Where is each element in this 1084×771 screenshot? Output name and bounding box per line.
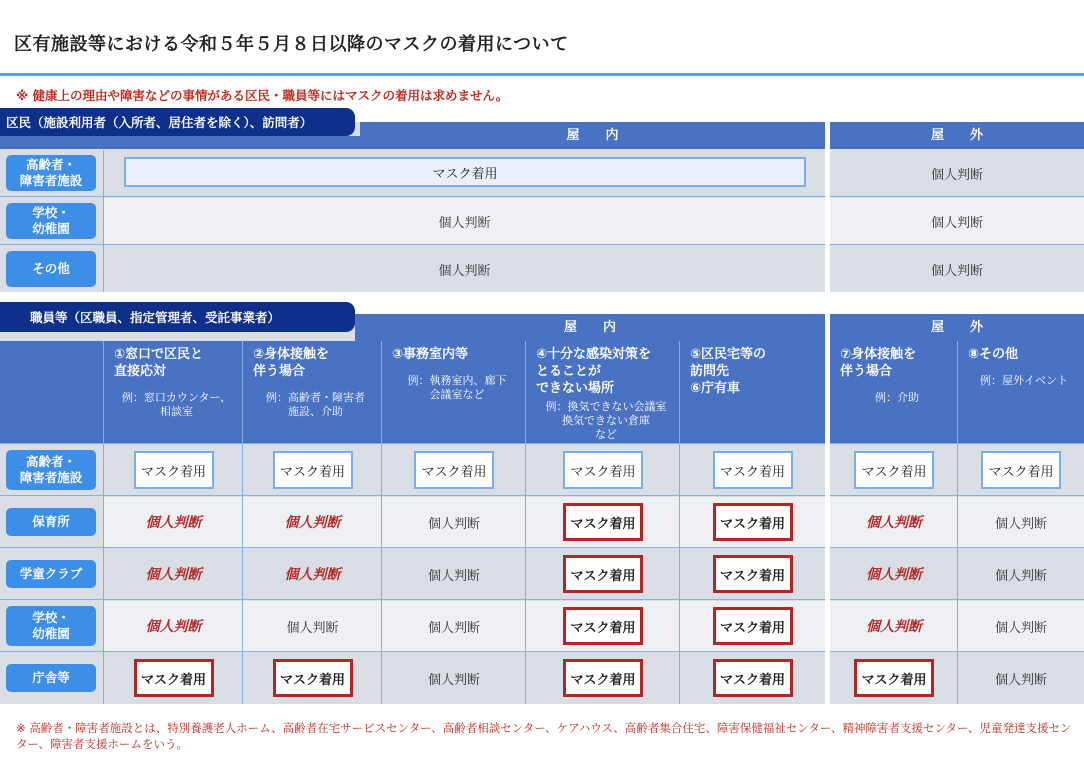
section2-value: 個人判断	[994, 620, 1047, 636]
section2-col-head	[958, 341, 1084, 443]
section1-indoor-header-left	[0, 136, 360, 149]
section2-col-example: 例：窓口カウンター、 相談室	[121, 390, 232, 419]
section2-mask-box: マスク着用	[563, 659, 643, 697]
section2-col-divider	[525, 341, 526, 704]
section2-mask-box: マスク着用	[134, 659, 214, 697]
section2-value: 個人判断	[284, 567, 341, 583]
section1-row-label: その他	[6, 251, 96, 287]
section2-outdoor-header: 屋 外	[830, 314, 1084, 341]
top-note: ※ 健康上の理由や障害などの事情がある区民・職員等にはマスクの着用は求めません。	[16, 88, 509, 103]
section2-row-label: 学童クラブ	[6, 560, 96, 588]
section1-outdoor-header: 屋 外	[830, 122, 1084, 149]
section2-mask-box: マスク着用	[981, 451, 1061, 489]
section2-mask-box: マスク着用	[713, 451, 793, 489]
section2-col-divider	[957, 341, 958, 704]
section2-value: 個人判断	[427, 516, 480, 532]
section2-row-label: 高齢者・ 障害者施設	[6, 450, 96, 490]
section2-col-head	[830, 341, 958, 443]
section2-row-divider	[0, 495, 825, 496]
section2-col-head	[680, 341, 825, 443]
section1-row-label: 高齢者・ 障害者施設	[6, 155, 96, 191]
section2-row-label: 保育所	[6, 508, 96, 536]
section2-value: 個人判断	[866, 515, 922, 531]
section2-value: 個人判断	[145, 515, 202, 531]
section2-value: 個人判断	[286, 620, 339, 636]
section2-col-example: 例：換気できない会議室 換気できない倉庫 など	[545, 399, 667, 442]
section2-mask-box: マスク着用	[563, 503, 643, 541]
section2-mask-box: マスク着用	[854, 659, 934, 697]
section2-col-head	[104, 341, 243, 443]
section2-mask-box: マスク着用	[563, 555, 643, 593]
page-title: 区有施設等における令和５年５月８日以降のマスクの着用について	[14, 34, 569, 55]
section2-col-title: ④十分な感染対策を とることが できない場所	[536, 347, 652, 396]
section1-col-divider	[103, 150, 104, 292]
section2-value: 個人判断	[866, 567, 922, 583]
section2-col-divider	[242, 341, 243, 704]
section2-row-label: 庁舎等	[6, 664, 96, 692]
section2-value: 個人判断	[994, 672, 1047, 688]
section2-col-title: ①窓口で区民と 直接応対	[114, 347, 204, 379]
section2-mask-box: マスク着用	[713, 607, 793, 645]
section2-row-divider	[0, 443, 825, 444]
section2-col-example: 例：執務室内、廊下 会議室など	[407, 373, 507, 402]
section2-col-title: ⑧その他	[968, 347, 1019, 362]
section1-indoor-mask-box: マスク着用	[124, 157, 806, 187]
bottom-note: ※ 高齢者・障害者施設とは、特別養護老人ホーム、高齢者在宅サービスセンター、高齢者相談センター、ケアハウス、高齢者集合住宅、障害保健福祉センター、精神障害者支援センター、児童発達支援センター、障害者支援ホームをいう。	[16, 721, 1072, 751]
section1-indoor-value: 個人判断	[438, 215, 491, 231]
section2-value: 個人判断	[427, 568, 480, 584]
section1-outdoor-value: 個人判断	[930, 167, 983, 183]
section2-col-title: ③事務室内等	[392, 347, 469, 362]
section2-col-title: ⑤区民宅等の 訪問先 ⑥庁有車	[690, 347, 767, 396]
section2-value: 個人判断	[427, 672, 480, 688]
section1-row-divider	[830, 244, 1084, 245]
section2-mask-box: マスク着用	[273, 451, 353, 489]
section2-value: 個人判断	[427, 620, 480, 636]
section2-row-divider	[0, 547, 825, 548]
section1-row-divider	[830, 196, 1084, 197]
section1-outdoor-value: 個人判断	[930, 215, 983, 231]
section2-value: 個人判断	[284, 515, 341, 531]
section2-col-divider	[679, 341, 680, 704]
section1-indoor-value: 個人判断	[438, 263, 491, 279]
title-divider	[0, 73, 1084, 76]
section1-indoor-header: 屋 内	[360, 122, 825, 149]
section2-col-title: ②身体接触を 伴う場合	[253, 347, 330, 379]
section2-mask-box: マスク着用	[563, 607, 643, 645]
section2-value: 個人判断	[994, 568, 1047, 584]
section2-col-example: 例：介助	[875, 390, 919, 404]
section2-col-divider	[103, 341, 104, 704]
section2-row-divider	[0, 599, 825, 600]
section1-row-divider	[0, 244, 825, 245]
section1-row-divider	[0, 196, 825, 197]
section2-mask-box: マスク着用	[713, 555, 793, 593]
section2-mask-box: マスク着用	[414, 451, 494, 489]
section2-col-head	[526, 341, 680, 443]
section1-badge: 区民（施設利用者（入所者、居住者を除く）、訪問者）	[0, 108, 355, 136]
section2-mask-box: マスク着用	[713, 659, 793, 697]
section1-outdoor-value: 個人判断	[930, 263, 983, 279]
section2-col-example: 例：高齢者・障害者 施設、介助	[266, 390, 365, 419]
section2-col-head	[382, 341, 526, 443]
section2-value: 個人判断	[866, 619, 922, 635]
section2-value: 個人判断	[994, 516, 1047, 532]
section2-mask-box: マスク着用	[273, 659, 353, 697]
section2-col-title: ⑦身体接触を 伴う場合	[840, 347, 917, 379]
section2-row-divider	[0, 651, 825, 652]
section2-value: 個人判断	[145, 567, 202, 583]
section2-mask-box: マスク着用	[854, 451, 934, 489]
section2-value: 個人判断	[145, 619, 202, 635]
section1-row-label: 学校・ 幼稚園	[6, 203, 96, 239]
section2-badge: 職員等（区職員、指定管理者、受託事業者）	[0, 302, 355, 332]
section2-mask-box: マスク着用	[713, 503, 793, 541]
section2-corner-head	[0, 341, 104, 443]
section2-mask-box: マスク着用	[563, 451, 643, 489]
section2-col-head	[243, 341, 382, 443]
section2-row-label: 学校・ 幼稚園	[6, 606, 96, 646]
section2-col-example: 例：屋外イベント	[980, 373, 1068, 387]
section2-mask-box: マスク着用	[134, 451, 214, 489]
section2-indoor-header: 屋 内	[355, 314, 825, 341]
section2-col-divider	[381, 341, 382, 704]
